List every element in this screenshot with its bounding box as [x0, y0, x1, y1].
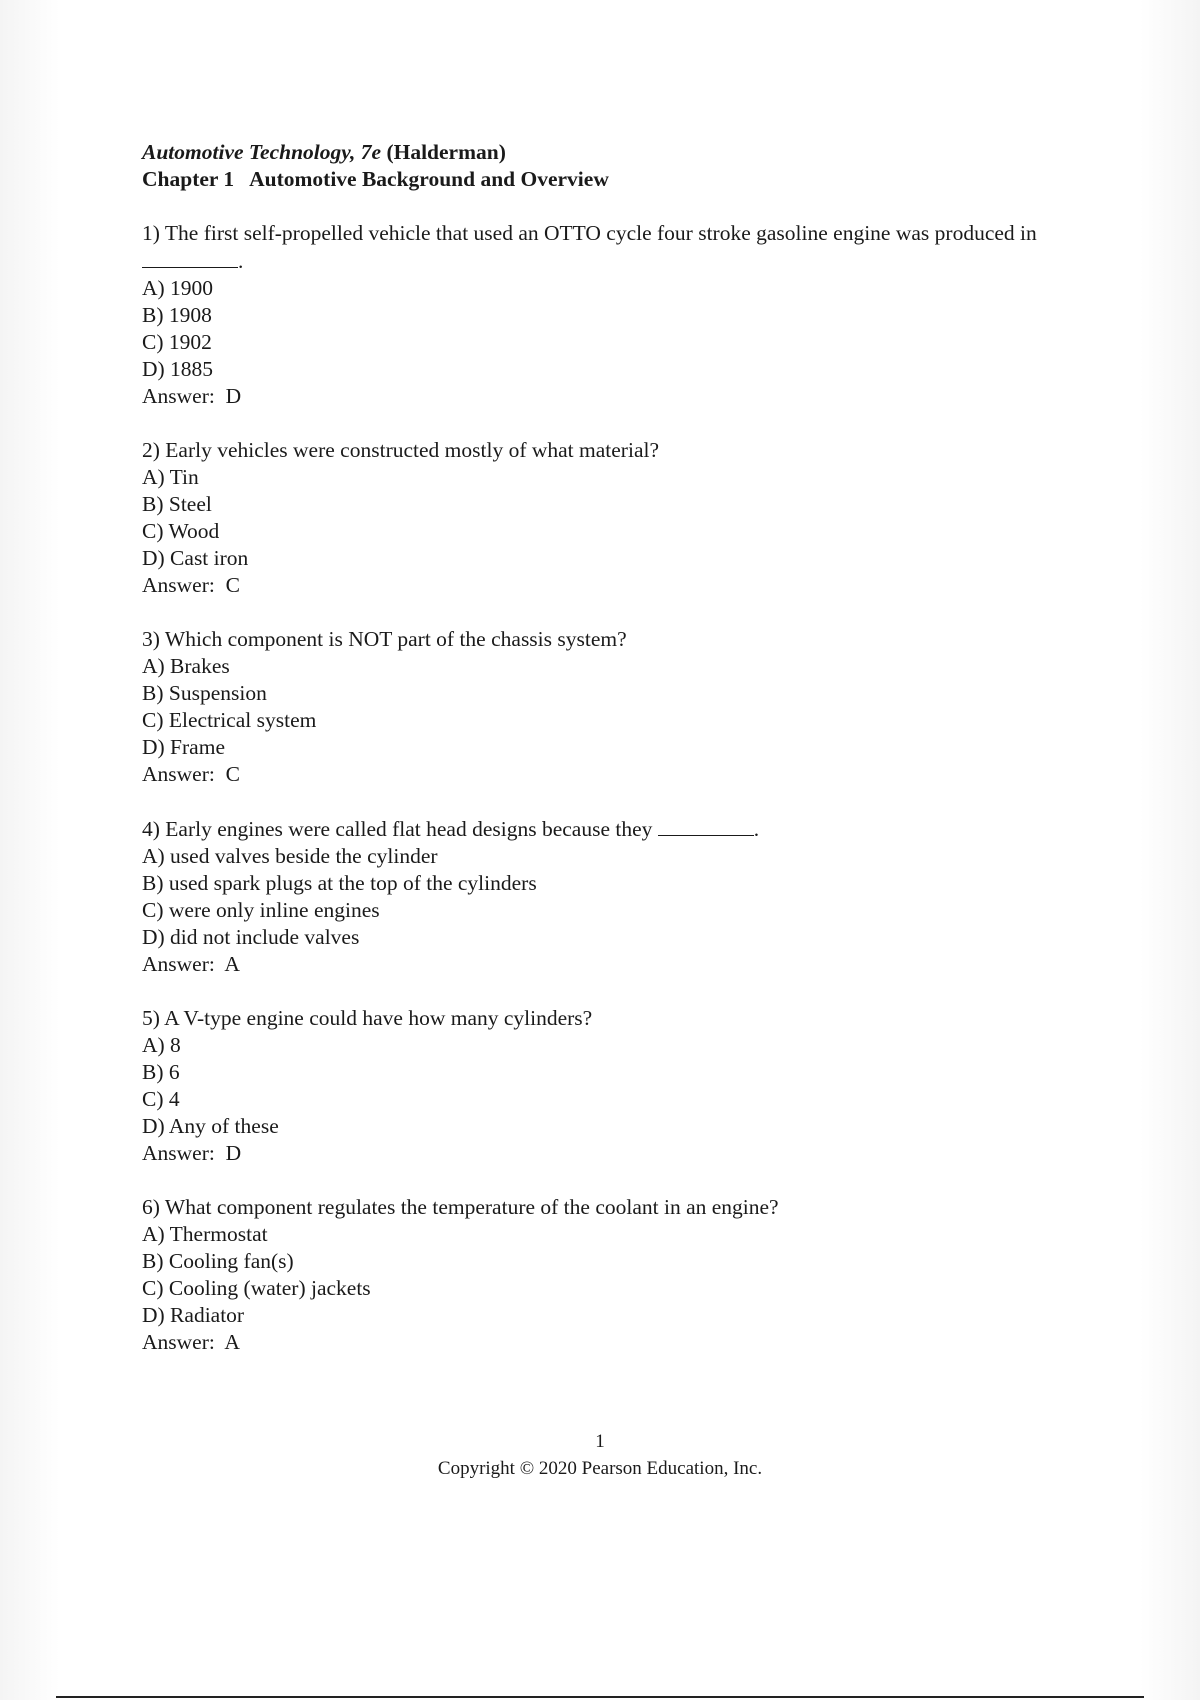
document-header — [142, 139, 1102, 193]
question-3 — [142, 626, 1102, 788]
answer-blank — [658, 815, 754, 836]
document-body — [142, 139, 1102, 1356]
option-a: A) 8 — [142, 1033, 181, 1057]
option-b: B) used spark plugs at the top of the cylinders — [142, 871, 537, 895]
option-b: B) Cooling fan(s) — [142, 1249, 294, 1273]
question-text: 6) What component regulates the temperature of the coolant in an engine? — [142, 1195, 779, 1219]
option-d: D) did not include valves — [142, 925, 360, 949]
copyright-notice: Copyright © 2020 Pearson Education, Inc. — [437, 1458, 763, 1479]
question-4 — [142, 815, 1102, 978]
answer-key: Answer: C — [142, 762, 240, 786]
question-text-after: . — [238, 249, 244, 273]
answer-key: Answer: A — [142, 1330, 240, 1354]
question-text-after: . — [753, 817, 760, 841]
option-a: A) Tin — [142, 465, 199, 489]
option-d: D) Cast iron — [142, 546, 249, 570]
option-c: C) were only inline engines — [142, 898, 380, 922]
option-a: A) used valves beside the cylinder — [142, 844, 438, 868]
option-d: D) Frame — [142, 735, 225, 759]
option-b: B) Steel — [142, 492, 212, 516]
question-text — [142, 220, 1102, 275]
question-6 — [142, 1194, 1102, 1356]
question-text: 3) Which component is NOT part of the chassis system? — [142, 627, 627, 651]
option-c: C) Electrical system — [142, 708, 317, 732]
book-author: (Halderman) — [386, 140, 506, 164]
answer-blank — [142, 247, 238, 268]
option-c: C) Wood — [142, 519, 220, 543]
option-b: B) Suspension — [142, 681, 267, 705]
chapter-title: Chapter 1 Automotive Background and Overview — [142, 167, 609, 191]
question-text: 2) Early vehicles were constructed mostly of what material? — [142, 438, 659, 462]
question-text-before: 4) Early engines were called flat head designs because they — [142, 817, 658, 841]
option-a: A) Brakes — [142, 654, 230, 678]
book-title-line — [142, 139, 1102, 166]
option-d: D) Any of these — [142, 1114, 279, 1138]
page-number: 1 — [595, 1431, 605, 1452]
option-c: C) 1902 — [142, 330, 212, 354]
option-a: A) 1900 — [142, 276, 214, 300]
question-2 — [142, 437, 1102, 599]
page-footer — [0, 1428, 1200, 1482]
question-1 — [142, 220, 1102, 410]
answer-key: Answer: A — [142, 952, 240, 976]
answer-key: Answer: D — [142, 384, 242, 408]
option-b: B) 6 — [142, 1060, 180, 1084]
answer-key: Answer: D — [142, 1141, 242, 1165]
option-c: C) 4 — [142, 1087, 180, 1111]
option-c: C) Cooling (water) jackets — [142, 1276, 371, 1300]
option-b: B) 1908 — [142, 303, 212, 327]
option-d: D) Radiator — [142, 1303, 245, 1327]
option-a: A) Thermostat — [142, 1222, 268, 1246]
question-text: 5) A V-type engine could have how many cylinders? — [142, 1006, 593, 1030]
question-text — [142, 815, 1102, 843]
question-text-before: 1) The first self-propelled vehicle that used an OTTO cycle four stroke gasoline engine was produced in — [142, 221, 1043, 245]
answer-key: Answer: C — [142, 573, 240, 597]
bottom-divider — [56, 1696, 1144, 1698]
book-title: Automotive Technology, 7e — [142, 140, 382, 164]
question-5 — [142, 1005, 1102, 1167]
option-d: D) 1885 — [142, 357, 214, 381]
